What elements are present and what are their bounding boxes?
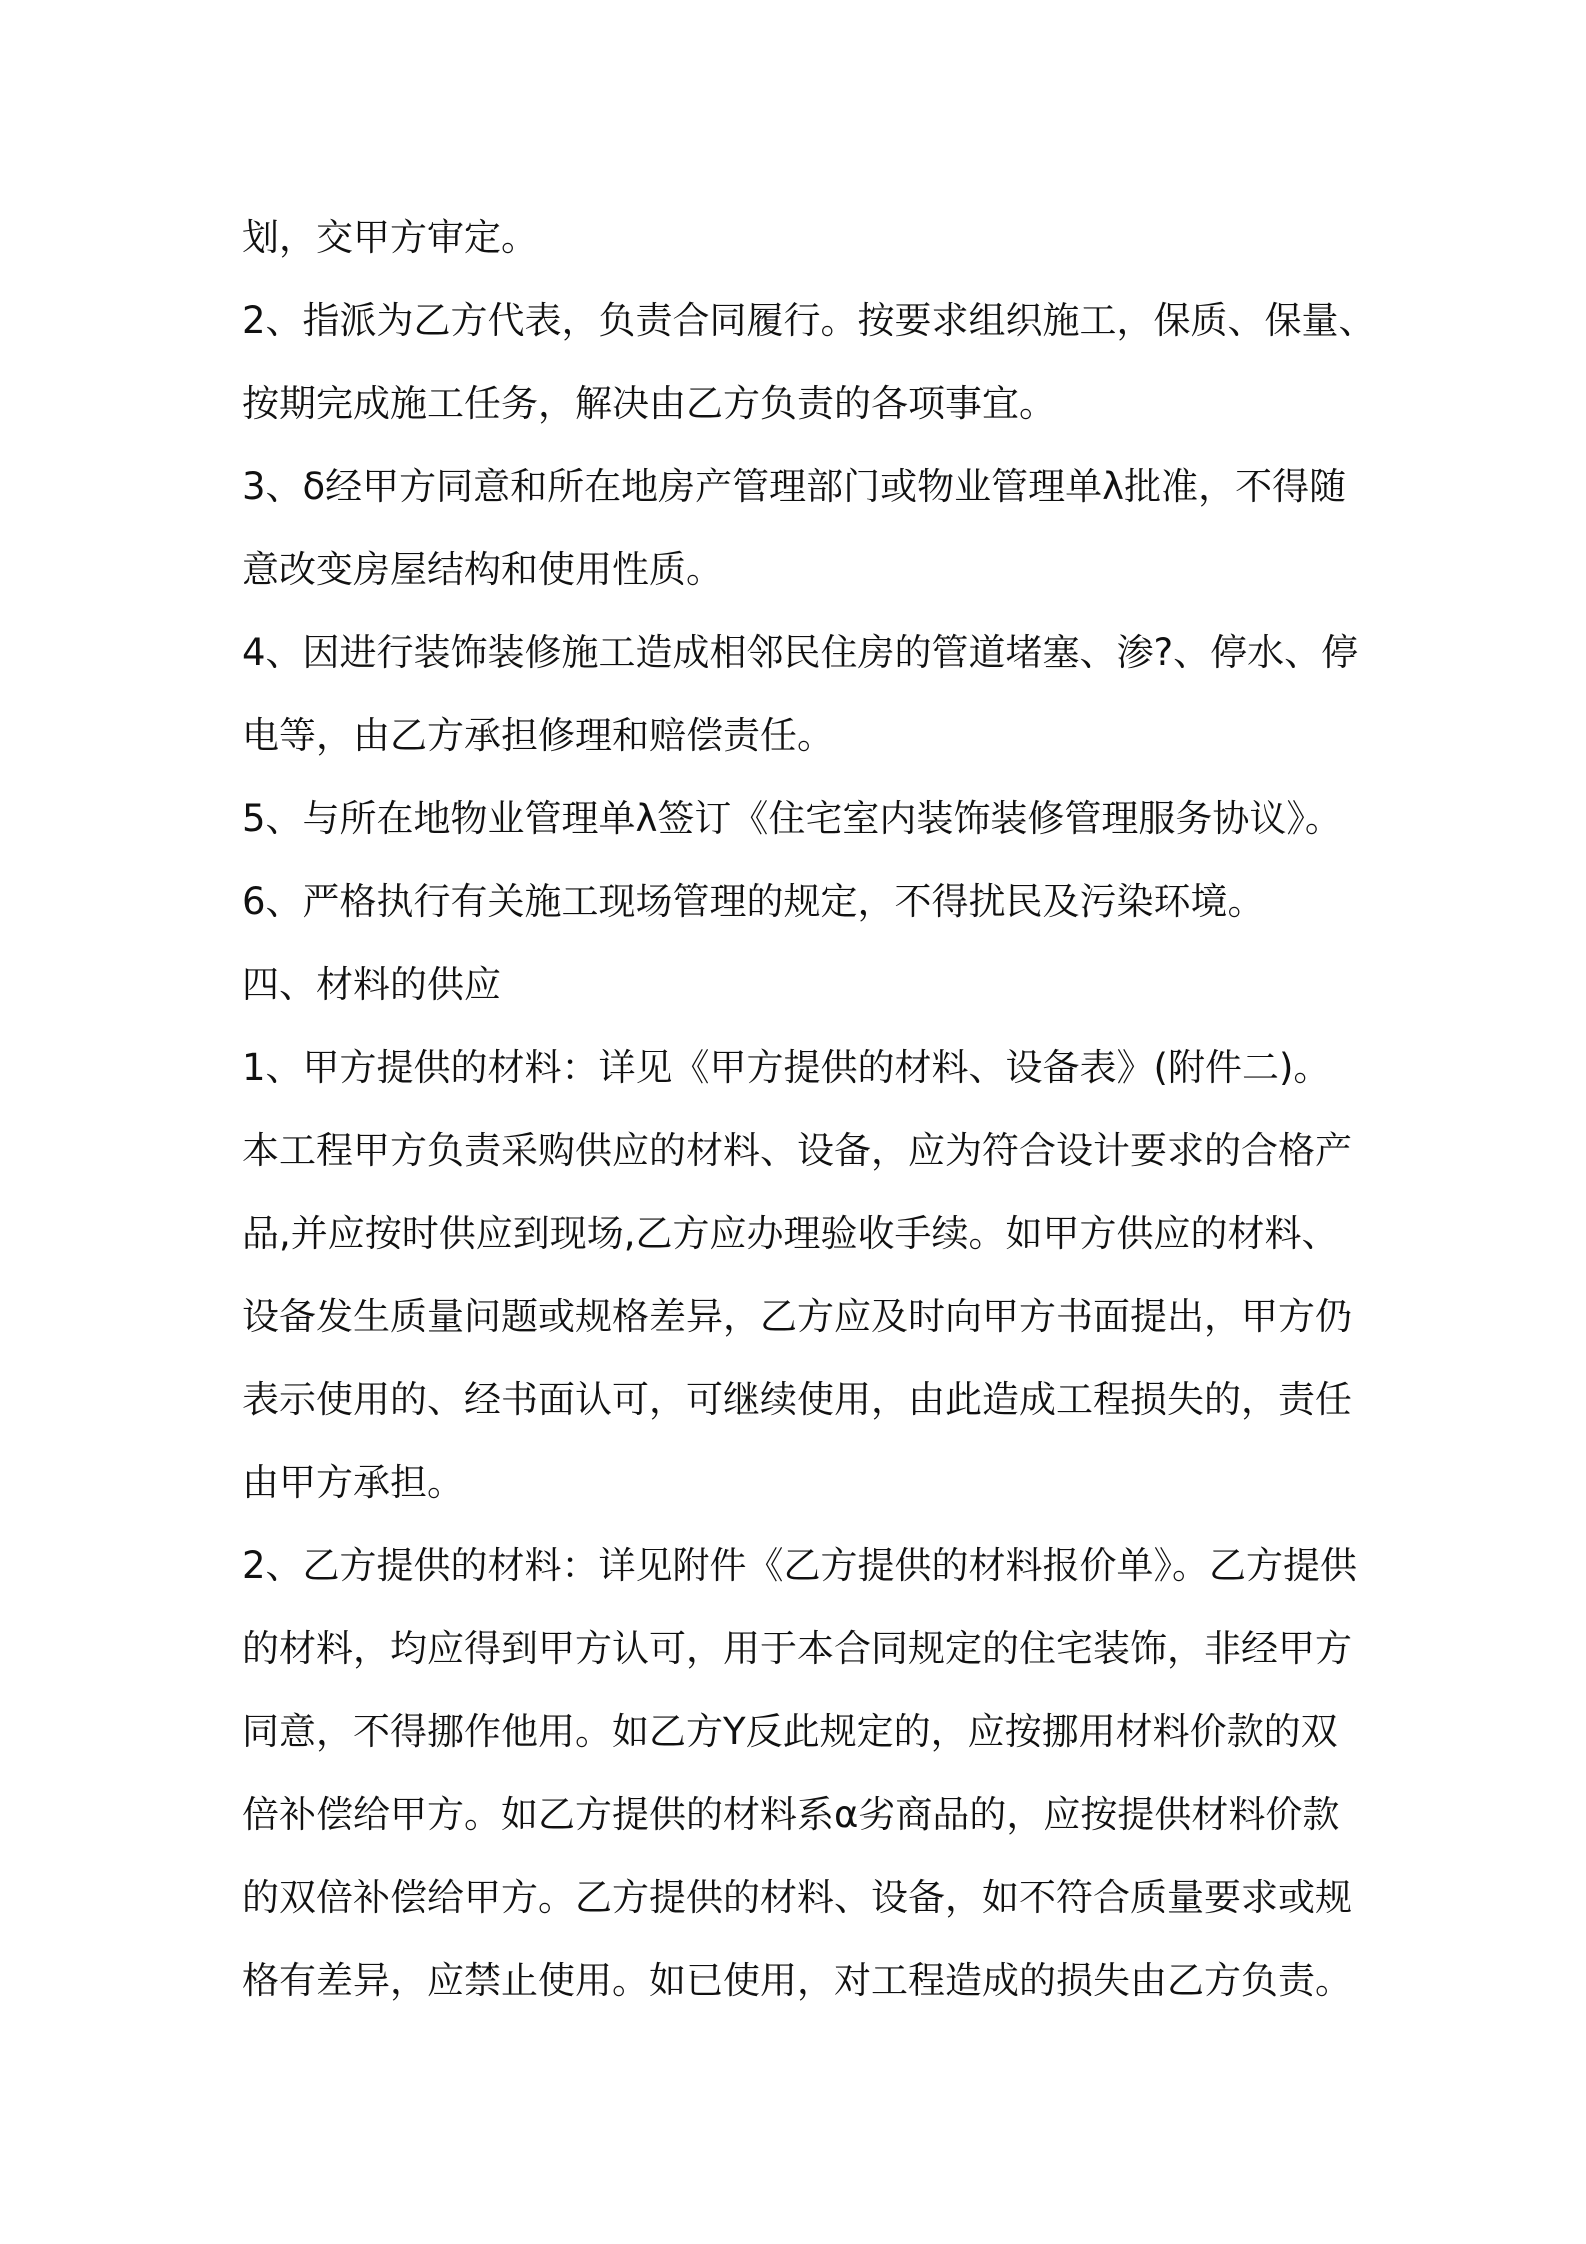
text-line: 的双倍补偿给甲方。乙方提供的材料、设备，如不符合质量要求或规 [242, 1876, 1352, 1919]
text-line: 划，交甲方审定。 [242, 216, 538, 259]
text-line: 3、δ经甲方同意和所在地房产管理部门或物业管理单λ批准，不得随 [242, 465, 1347, 508]
text-line: 本工程甲方负责采购供应的材料、设备，应为符合设计要求的合格产 [242, 1129, 1352, 1172]
text-line: 表示使用的、经书面认可，可继续使用，由此造成工程损失的，责任 [242, 1378, 1352, 1421]
text-line: 4、因进行装饰装修施工造成相邻民住房的管道堵塞、渗?、停水、停 [242, 631, 1359, 674]
text-line: 格有差异，应禁止使用。如已使用，对工程造成的损失由乙方负责。 [242, 1959, 1352, 2002]
text-line: 6、严格执行有关施工现场管理的规定，不得扰民及污染环境。 [242, 880, 1265, 923]
text-line: 同意，不得挪作他用。如乙方Y反此规定的，应按挪用材料价款的双 [242, 1710, 1338, 1753]
text-line: 设备发生质量问题或规格差异，乙方应及时向甲方书面提出，甲方仍 [242, 1295, 1352, 1338]
text-line: 5、与所在地物业管理单λ签订《住宅室内装饰装修管理服务协议》。 [242, 797, 1342, 840]
text-line: 2、指派为乙方代表，负责合同履行。按要求组织施工，保质、保量、 [242, 299, 1376, 342]
document-body [242, 196, 1376, 2022]
text-line: 由甲方承担。 [242, 1461, 464, 1504]
text-line: 电等，由乙方承担修理和赔偿责任。 [242, 714, 834, 757]
section-heading: 四、材料的供应 [242, 963, 501, 1006]
text-line: 倍补偿给甲方。如乙方提供的材料系α劣商品的，应按提供材料价款 [242, 1793, 1340, 1836]
text-line: 按期完成施工任务，解决由乙方负责的各项事宜。 [242, 382, 1056, 425]
text-line: 意改变房屋结构和使用性质。 [242, 548, 723, 591]
text-line: 品,并应按时供应到现场,乙方应办理验收手续。如甲方供应的材料、 [242, 1212, 1339, 1255]
text-line: 1、甲方提供的材料：详见《甲方提供的材料、设备表》(附件二)。 [242, 1046, 1331, 1089]
text-line: 2、乙方提供的材料：详见附件《乙方提供的材料报价单》。乙方提供 [242, 1544, 1358, 1587]
text-line: 的材料，均应得到甲方认可，用于本合同规定的住宅装饰，非经甲方 [242, 1627, 1352, 1670]
